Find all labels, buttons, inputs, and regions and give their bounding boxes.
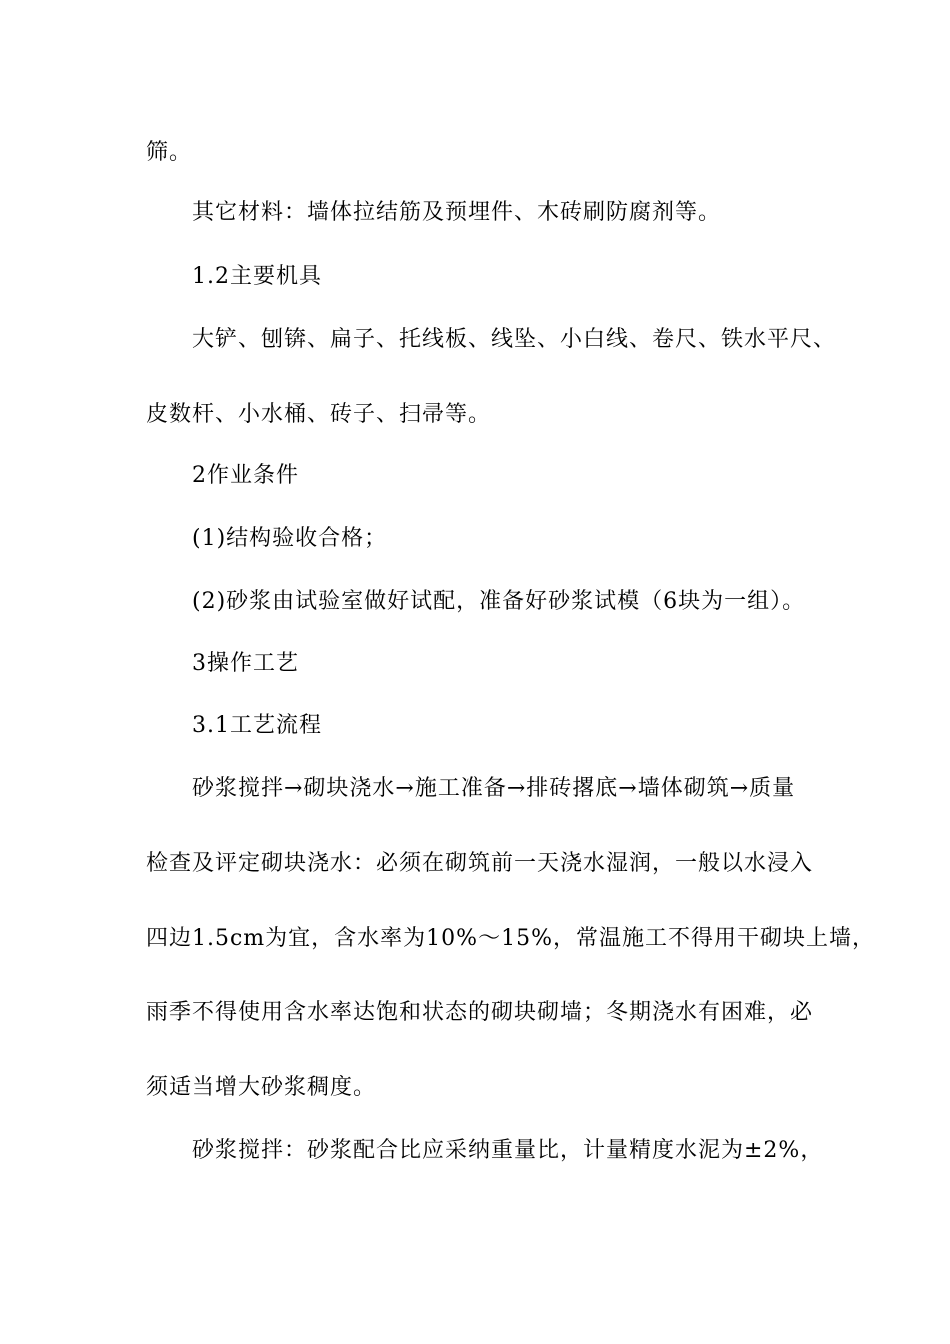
list-item: (1)结构验收合格； (192, 526, 388, 551)
text-line: 筛。 (146, 140, 193, 165)
text-line: 砂浆搅拌：砂浆配合比应采纳重量比，计量精度水泥为±2%， (192, 1138, 824, 1163)
text-line: 皮数杆、小水桶、砖子、扫帚等。 (146, 402, 492, 427)
text-line: 其它材料：墙体拉结筋及预埋件、木砖刷防腐剂等。 (192, 200, 722, 225)
text-line: 砂浆搅拌→砌块浇水→施工准备→排砖撂底→墙体砌筑→质量 (192, 776, 796, 801)
section-heading: 1.2主要机具 (192, 264, 322, 289)
list-item: (2)砂浆由试验室做好试配，准备好砂浆试模（6块为一组）。 (192, 589, 806, 614)
text-line: 须适当增大砂浆稠度。 (146, 1075, 377, 1100)
section-heading: 3.1工艺流程 (192, 713, 322, 738)
text-line: 检查及评定砌块浇水：必须在砌筑前一天浇水湿润，一般以水浸入 (146, 851, 814, 876)
text-line: 大铲、刨锛、扁子、托线板、线坠、小白线、卷尺、铁水平尺、 (192, 327, 837, 352)
text-line: 四边1.5cm为宜，含水率为10%～15%，常温施工不得用干砌块上墙， (146, 926, 875, 951)
section-heading: 2作业条件 (192, 463, 299, 488)
section-heading: 3操作工艺 (192, 651, 299, 676)
text-line: 雨季不得使用含水率达饱和状态的砌块砌墙；冬期浇水有困难，必 (146, 1000, 814, 1025)
